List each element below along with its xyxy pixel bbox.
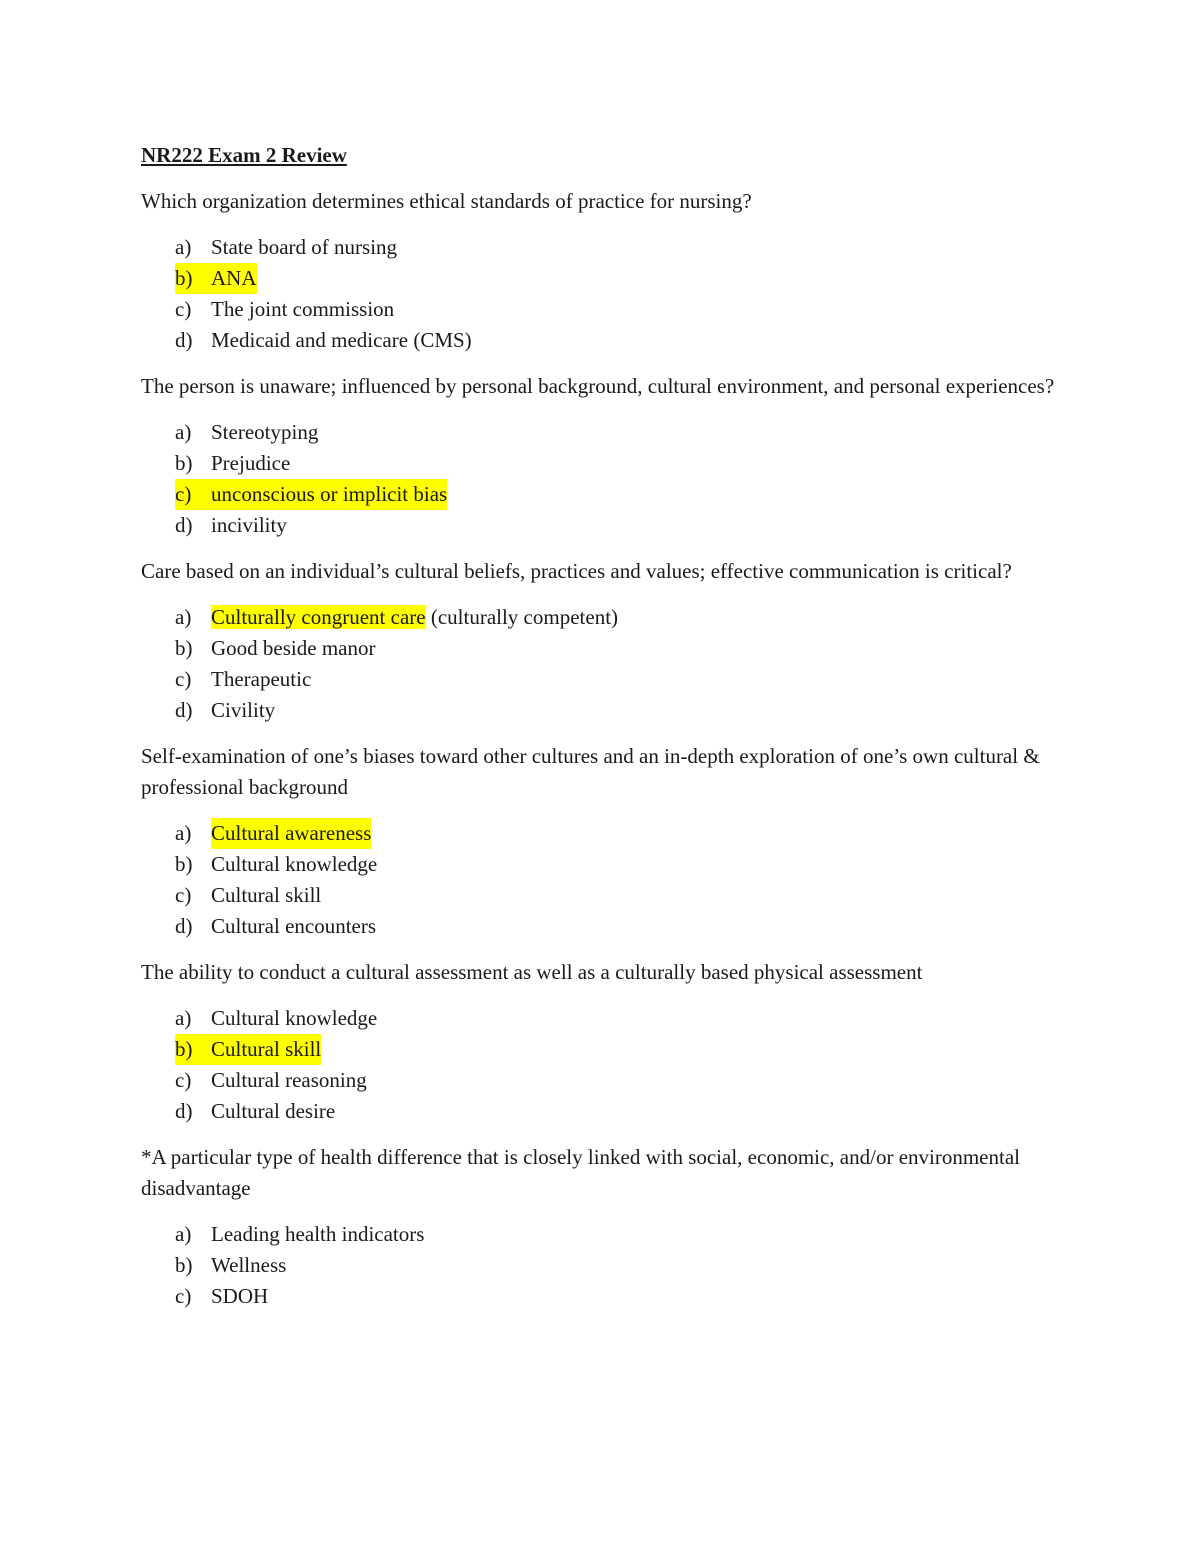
option-text: Cultural skill (211, 883, 322, 907)
option-text: incivility (211, 513, 287, 537)
option-2c-highlighted (141, 479, 1061, 510)
option-text: Cultural knowledge (211, 852, 378, 876)
option-extra-text: (culturally competent) (425, 605, 619, 629)
question-5-text: The ability to conduct a cultural assessment as well as a culturally based physical assessment (141, 960, 923, 984)
option-text: Stereotyping (211, 420, 319, 444)
option-text: Good beside manor (211, 636, 376, 660)
page-title: NR222 Exam 2 Review (141, 143, 347, 167)
question-4-options (141, 818, 1061, 942)
option-4c (141, 880, 1061, 911)
question-4-text: Self-examination of one’s biases toward other cultures and an in-depth exploration of one’s own cultural & professional background (141, 744, 1040, 799)
option-letter: b) (175, 852, 193, 876)
option-letter: c) (175, 667, 192, 691)
question-1-text: Which organization determines ethical standards of practice for nursing? (141, 189, 752, 213)
option-text: Medicaid and medicare (CMS) (211, 328, 472, 352)
option-letter: a) (175, 420, 192, 444)
option-3d (141, 695, 1061, 726)
option-letter: d) (175, 328, 193, 352)
option-text-wrapper (211, 602, 618, 633)
option-letter: c) (175, 479, 211, 510)
option-letter: a) (175, 1006, 192, 1030)
option-5c (141, 1065, 1061, 1096)
option-1a (141, 232, 1061, 263)
question-3-text: Care based on an individual’s cultural beliefs, practices and values; effective communication is critical? (141, 559, 1012, 583)
option-6c (141, 1281, 1061, 1312)
question-2-options (141, 417, 1061, 541)
option-4b (141, 849, 1061, 880)
question-2-text: The person is unaware; influenced by personal background, cultural environment, and personal experiences? (141, 374, 1055, 398)
option-text: Cultural reasoning (211, 1068, 367, 1092)
option-text: Wellness (211, 1253, 287, 1277)
option-6a (141, 1219, 1061, 1250)
option-2b (141, 448, 1061, 479)
option-1d (141, 325, 1061, 356)
option-letter: b) (175, 451, 193, 475)
option-letter: d) (175, 914, 193, 938)
option-text: Cultural encounters (211, 914, 377, 938)
option-letter: d) (175, 513, 193, 537)
option-3b (141, 633, 1061, 664)
option-6b (141, 1250, 1061, 1281)
question-3-options (141, 602, 1061, 726)
option-text-highlighted: Cultural awareness (211, 818, 371, 849)
option-5d (141, 1096, 1061, 1127)
option-letter: b) (175, 1034, 211, 1065)
option-letter: c) (175, 1284, 192, 1308)
option-letter: a) (175, 1222, 192, 1246)
question-1-options (141, 232, 1061, 356)
option-text: Cultural skill (211, 1034, 321, 1065)
question-5-options (141, 1003, 1061, 1127)
question-6-options (141, 1219, 1061, 1312)
document-page (141, 140, 1061, 1327)
option-text: ANA (211, 263, 257, 294)
option-letter: b) (175, 1253, 193, 1277)
option-text: unconscious or implicit bias (211, 479, 447, 510)
option-1b-highlighted (141, 263, 1061, 294)
option-text: Civility (211, 698, 276, 722)
option-2a (141, 417, 1061, 448)
option-5b-highlighted (141, 1034, 1061, 1065)
option-letter: a) (175, 605, 192, 629)
option-3a (141, 602, 1061, 633)
question-6-text: *A particular type of health difference that is closely linked with social, economic, and/or environmental disadvantage (141, 1145, 1020, 1200)
option-letter: a) (175, 821, 192, 845)
option-letter: c) (175, 883, 192, 907)
option-letter: c) (175, 1068, 192, 1092)
option-letter: b) (175, 636, 193, 660)
option-letter: c) (175, 297, 192, 321)
option-3c (141, 664, 1061, 695)
option-text: The joint commission (211, 297, 395, 321)
option-5a (141, 1003, 1061, 1034)
option-text: SDOH (211, 1284, 269, 1308)
option-letter: b) (175, 263, 211, 294)
option-letter: d) (175, 698, 193, 722)
option-text: State board of nursing (211, 235, 398, 259)
option-text: Leading health indicators (211, 1222, 425, 1246)
option-4d (141, 911, 1061, 942)
option-letter: a) (175, 235, 192, 259)
option-text: Cultural knowledge (211, 1006, 378, 1030)
option-1c (141, 294, 1061, 325)
option-letter: d) (175, 1099, 193, 1123)
option-text: Cultural desire (211, 1099, 336, 1123)
option-text: Therapeutic (211, 667, 312, 691)
option-text: Prejudice (211, 451, 291, 475)
option-2d (141, 510, 1061, 541)
option-text-highlighted: Culturally congruent care (211, 605, 426, 629)
option-4a (141, 818, 1061, 849)
